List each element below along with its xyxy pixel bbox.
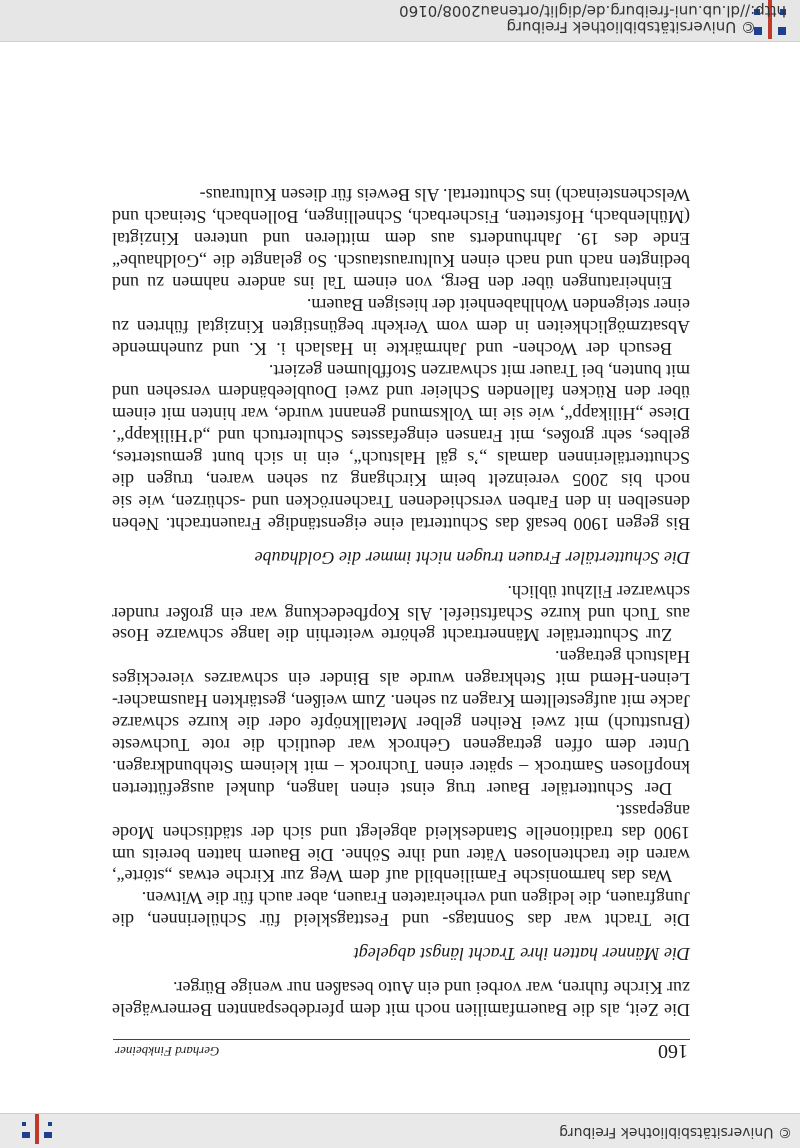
section-heading: Die Männer hatten ihre Tracht längst abgelegt [353, 944, 690, 965]
paragraph: Bis gegen 1900 besaß das Schuttertal eine eigenständige Frauentracht. Neben denselben in den Farben verschiedenen Trachenröcken und -schürzen, wie sie noch bis 2005 vereinzelt beim Kirchgang zu sehen waren, trugen die Schuttertälerinnen damals „’s gäl Halstuch“, ein in sich bunt gemustertes, gelbes, sehr großes, mit Fransen eingefasstes Schultertuch und „d’Hilikapp“. Diese „Hilikapp“, wie sie im Volksmund genannt wurde, war hinten mit einem über den Rücken fallenden Schleier und zwei Doubleebändern versehen und mit bunten, bei Trauer mit schwarzen Stoffblumen geziert. [112, 360, 690, 534]
paragraph: Was das harmonische Familienbild auf dem Weg zur Kirche etwas „störte“, waren die trachtenlosen Väter und ihre Söhne. Die Bauern hatten bereits um 1900 das traditionelle Standeskleid abgelegt und sich der städtischen Mode angepasst. [112, 800, 690, 887]
permalink-url[interactable]: http://dl.ub.uni-freiburg.de/diglit/ortenau2008/0160 [399, 2, 786, 20]
paragraph: Die Tracht war das Sonntags- und Festtagskleid für Schülerinnen, die Jungfrauen, die ledigen und verheirateten Frauen, aber auch für die Witwen. [112, 888, 690, 931]
viewer-bottom-bar [0, 0, 800, 42]
page-body [112, 183, 690, 1020]
page-header [113, 1039, 690, 1062]
running-head-author: Gerhard Finkbeiner [115, 1044, 220, 1059]
paragraph: Besuch der Wochen- und Jahrmärkte in Haslach i. K. und zunehmende Absatzmöglichkeiten in dem vom Verkehr begünstigten Kinzigtal führten zu einer steigenden Wohlhabenheit der hiesigen Bauern. [112, 294, 690, 359]
library-logo-icon [20, 1114, 54, 1144]
viewer-top-bar [0, 1113, 800, 1148]
section-heading: Die Schuttertäler Frauen trugen nicht immer die Goldhaube [254, 547, 690, 568]
page-number: 160 [658, 1040, 688, 1062]
copyright-notice-bottom: © Universitätsbibliothek Freiburg [506, 18, 756, 36]
copyright-notice-top: © Universitätsbibliothek Freiburg [559, 1124, 792, 1140]
paragraph: Einheiratungen über den Berg, von einem Tal ins andere nahmen zu und bedingten nach und nach einen Kulturaustausch. So gelangte die „Goldhaube“ Ende des 19. Jahrhunderts aus dem mittleren und unteren Kinzigtal (Mühlenbach, Hofstetten, Fischerbach, Schnellingen, Bollenbach, Steinach und Welschensteinach) ins Schuttertal. Als Beweis für diesen Kulturaus- [112, 185, 690, 293]
paragraph: Zur Schuttertäler Männertracht gehörte weiterhin die lange schwarze Hose aus Tuch und kurze Schaftstiefel. Als Kopfbedeckung war ein großer runder schwarzer Filzhut üblich. [112, 581, 690, 646]
paragraph: Der Schuttertäler Bauer trug einst einen langen, dunkel ausgefütterten knopflosen Samtrock – später einen Tuchrock – mit kleinem Stehbundkragen. Unter dem offen getragenen Gehrock war deutlich die rote Tuchweste (Brusttuch) mit zwei Reihen gelber Metallknöpfe oder die kurze schwarze Jacke mit aufgestelltem Kragen zu sehen. Zum weißen, gestärkten Hausmacher-Leinen-Hemd mit Stehkragen wurde als Binder ein schwarzes viereckiges Halstuch getragen. [112, 647, 690, 799]
paragraph: Die Zeit, als die Bauernfamilien noch mit dem pferdebespannten Bernerwägele zur Kirche fuhren, war vorbei und ein Auto besaßen nur wenige Bürger. [112, 978, 690, 1020]
